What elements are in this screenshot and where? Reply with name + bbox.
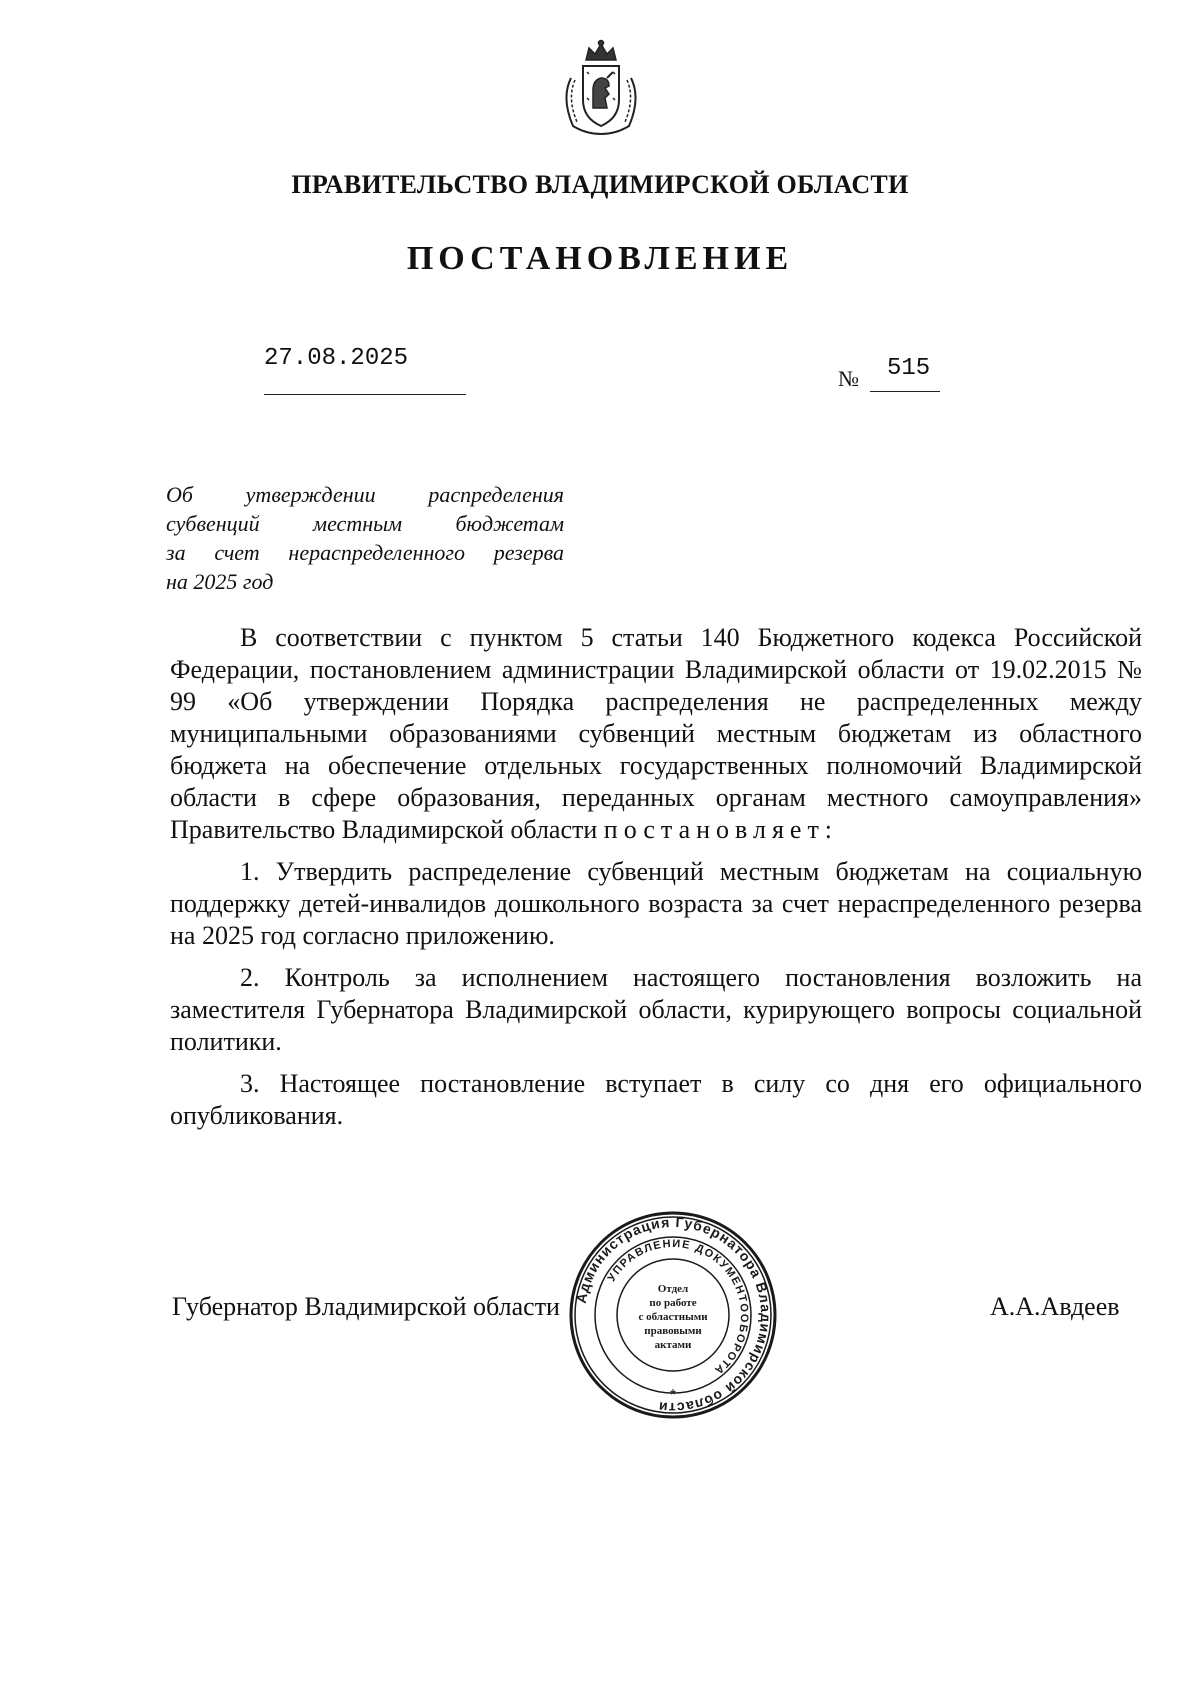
document-subject <box>166 480 564 596</box>
item-2-paragraph: 2. Контроль за исполнением настоящего постановления возложить на заместителя Губернатора Владимирской области, курирующего вопросы социальной политики. <box>170 963 1142 1056</box>
signatory-name: А.А.Авдеев <box>990 1292 1120 1321</box>
seal-star: * <box>669 1387 677 1404</box>
document-body <box>170 622 1142 1142</box>
preamble-text: В соответствии с пунктом 5 статьи 140 Бюджетного кодекса Российской Федерации, постановлением администрации Владимирской области от 19.02.2015 № 99 «Об утверждении Порядка распределения не распределенных между муниципальными образованиями субвенций местным бюджетам из областного бюджета на обеспечение отдельных государственных полномочий Владимирской области в сфере образования, переданных органам местного самоуправления» Правительство Владимирской области <box>170 623 1142 844</box>
seal-center-line: Отдел <box>657 1283 689 1295</box>
decree-word: постановляет: <box>603 815 839 844</box>
seal-center-line: с областными <box>638 1311 708 1323</box>
subject-line: за счет нераспределенного резерва <box>166 540 564 565</box>
seal-inner-text: УПРАВЛЕНИЕ ДОКУМЕНТООБОРОТА <box>605 1237 751 1378</box>
seal-outer-text: Администрация Губернатора Владимирской области <box>572 1213 775 1417</box>
official-seal <box>568 1210 778 1420</box>
document-number: 515 <box>887 355 931 382</box>
subject-line: Об утверждении распределения <box>166 482 564 507</box>
signatory-position: Губернатор Владимирской области <box>172 1292 560 1321</box>
item-3-paragraph: 3. Настоящее постановление вступает в силу со дня его официального опубликования. <box>170 1069 1142 1130</box>
document-type-title: ПОСТАНОВЛЕНИЕ <box>406 240 794 277</box>
preamble-paragraph <box>170 622 1142 846</box>
date-underline <box>264 394 466 395</box>
number-underline <box>870 391 940 392</box>
document-date: 27.08.2025 <box>264 345 409 372</box>
coat-of-arms-emblem <box>551 38 651 138</box>
seal-center-line: по работе <box>649 1297 697 1309</box>
subject-line: на 2025 год <box>166 569 274 594</box>
government-title: ПРАВИТЕЛЬСТВО ВЛАДИМИРСКОЙ ОБЛАСТИ <box>291 170 909 199</box>
item-1-paragraph: 1. Утвердить распределение субвенций местным бюджетам на социальную поддержку детей-инвалидов дошкольного возраста за счет нераспределенного резерва на 2025 год согласно приложению. <box>170 857 1142 950</box>
seal-center-line: актами <box>654 1339 692 1351</box>
number-sign: № <box>838 366 859 391</box>
seal-center-line: правовыми <box>644 1325 702 1337</box>
subject-line: субвенций местным бюджетам <box>166 511 564 536</box>
